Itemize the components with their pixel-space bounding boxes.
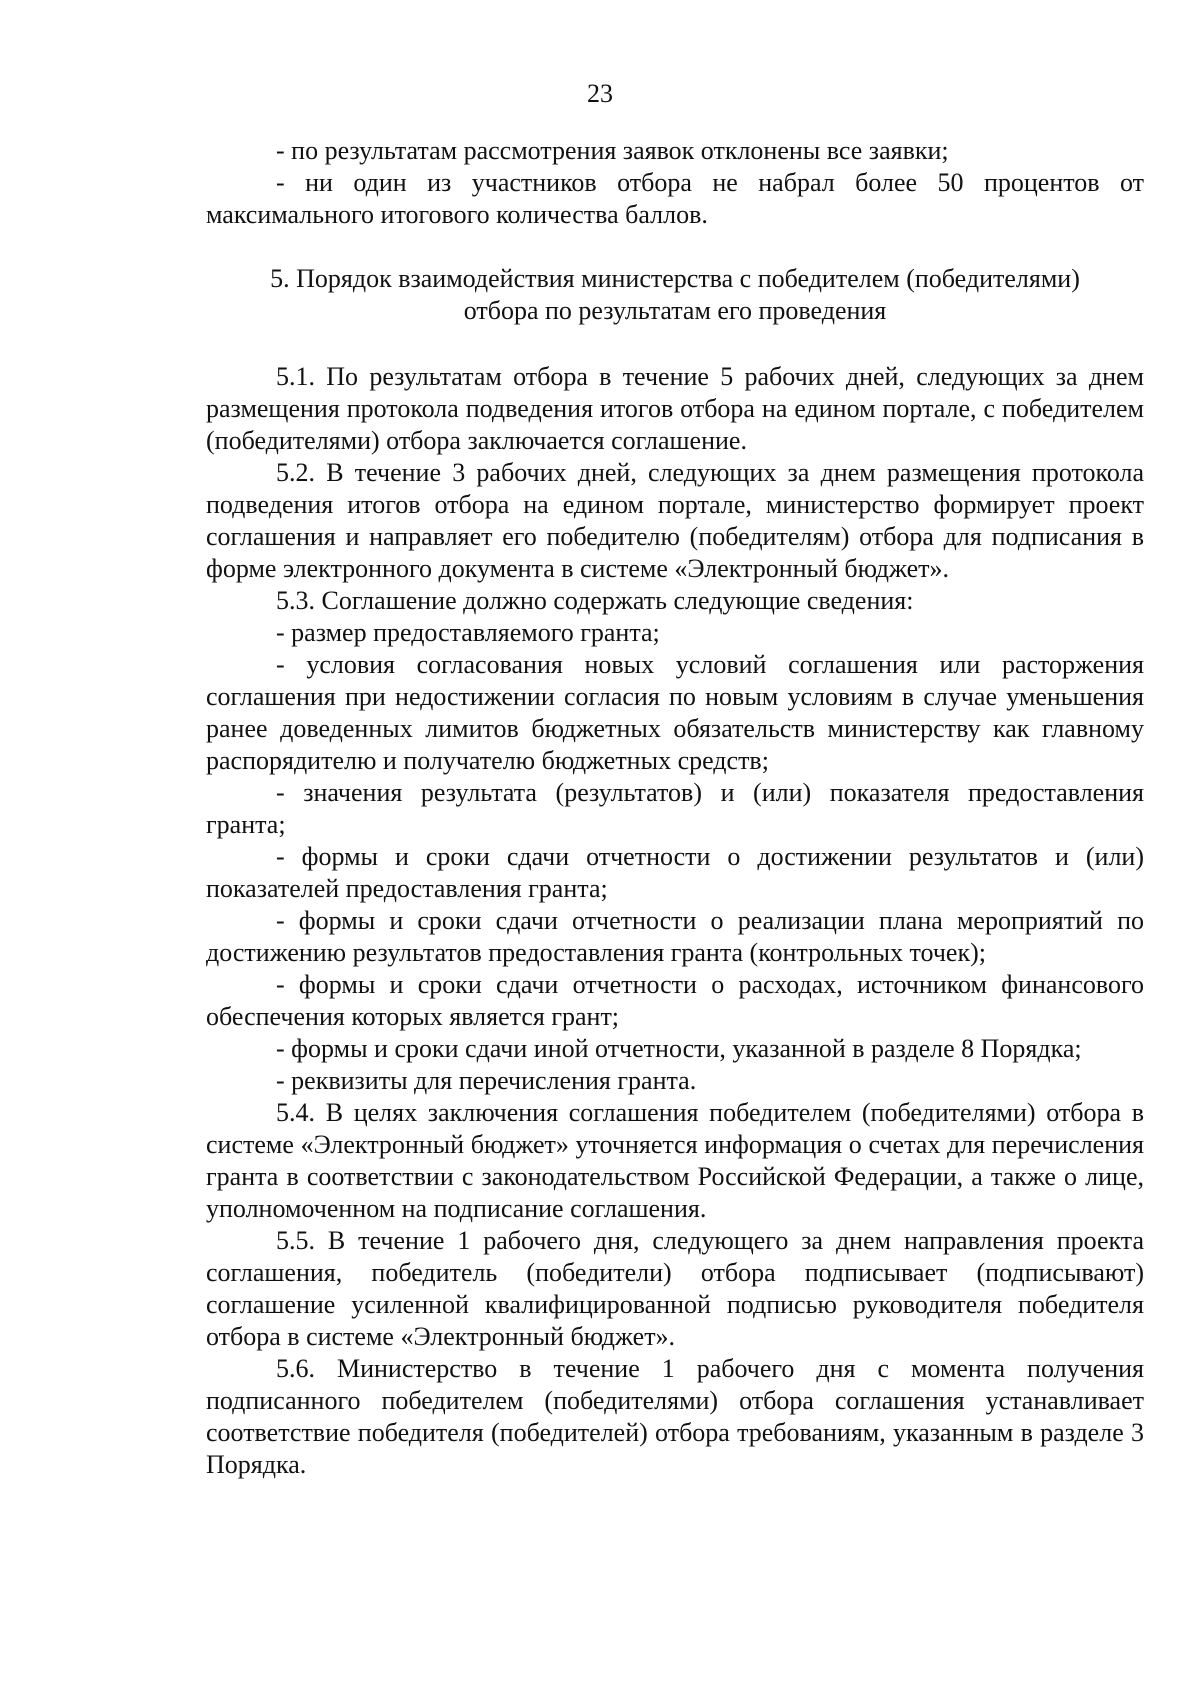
paragraph-5-5: 5.5. В течение 1 рабочего дня, следующего за днем направления проекта соглашения, победитель (победители) отбора подписывает (подписывают) соглашение усиленной квалифицированной подписью руководителя победителя отбора в системе «Электронный бюджет». xyxy=(206,1226,1144,1351)
list-item-result-values: - значения результата (результатов) и (или) показателя предоставления гранта; xyxy=(206,778,1144,839)
paragraph-5-4: 5.4. В целях заключения соглашения победителем (победителями) отбора в системе «Электронный бюджет» уточняется информация о счетах для перечисления гранта в соответствии с законодательством Российской Федерации, а также о лице, уполномоченном на подписание соглашения. xyxy=(206,1098,1144,1223)
list-item-grant-size: - размер предоставляемого гранта; xyxy=(276,618,660,647)
section-heading-line-1: 5. Порядок взаимодействия министерства с победителем (победителями) xyxy=(270,264,1080,293)
section-heading xyxy=(206,263,1144,327)
document-body xyxy=(206,135,1144,1481)
list-item-score-threshold: - ни один из участников отбора не набрал более 50 процентов от максимального итогового количества баллов. xyxy=(206,168,1144,229)
paragraph-5-2: 5.2. В течение 3 рабочих дней, следующих за днем размещения протокола подведения итогов отбора на едином портале, министерство формирует проект соглашения и направляет его победителю (победителям) отбора для подписания в форме электронного документа в системе «Электронный бюджет». xyxy=(206,458,1144,583)
list-item-payment-details: - реквизиты для перечисления гранта. xyxy=(276,1066,697,1095)
section-heading-line-2: отбора по результатам его проведения xyxy=(463,296,887,325)
list-item-plan-reporting: - формы и сроки сдачи отчетности о реализации плана мероприятий по достижению результатов предоставления гранта (контрольных точек); xyxy=(206,906,1144,967)
list-item-results-reporting: - формы и сроки сдачи отчетности о достижении результатов и (или) показателей предоставления гранта; xyxy=(206,842,1144,903)
list-item-other-reporting: - формы и сроки сдачи иной отчетности, указанной в разделе 8 Порядка; xyxy=(276,1034,1082,1063)
list-item-expense-reporting: - формы и сроки сдачи отчетности о расходах, источником финансового обеспечения которых является грант; xyxy=(206,970,1144,1031)
list-item-agreement-conditions: - условия согласования новых условий соглашения или расторжения соглашения при недостижении согласия по новым условиям в случае уменьшения ранее доведенных лимитов бюджетных обязательств министерству как главному распорядителю и получателю бюджетных средств; xyxy=(206,650,1144,775)
paragraph-5-6: 5.6. Министерство в течение 1 рабочего дня с момента получения подписанного победителем (победителями) отбора соглашения устанавливает соответствие победителя (победителей) отбора требованиям, указанным в разделе 3 Порядка. xyxy=(206,1354,1144,1479)
paragraph-5-3: 5.3. Соглашение должно содержать следующие сведения: xyxy=(276,586,914,615)
list-item-rejected-all: - по результатам рассмотрения заявок отклонены все заявки; xyxy=(276,136,949,165)
paragraph-5-1: 5.1. По результатам отбора в течение 5 рабочих дней, следующих за днем размещения протокола подведения итогов отбора на едином портале, с победителем (победителями) отбора заключается соглашение. xyxy=(206,362,1144,455)
page-number: 23 xyxy=(587,79,613,108)
